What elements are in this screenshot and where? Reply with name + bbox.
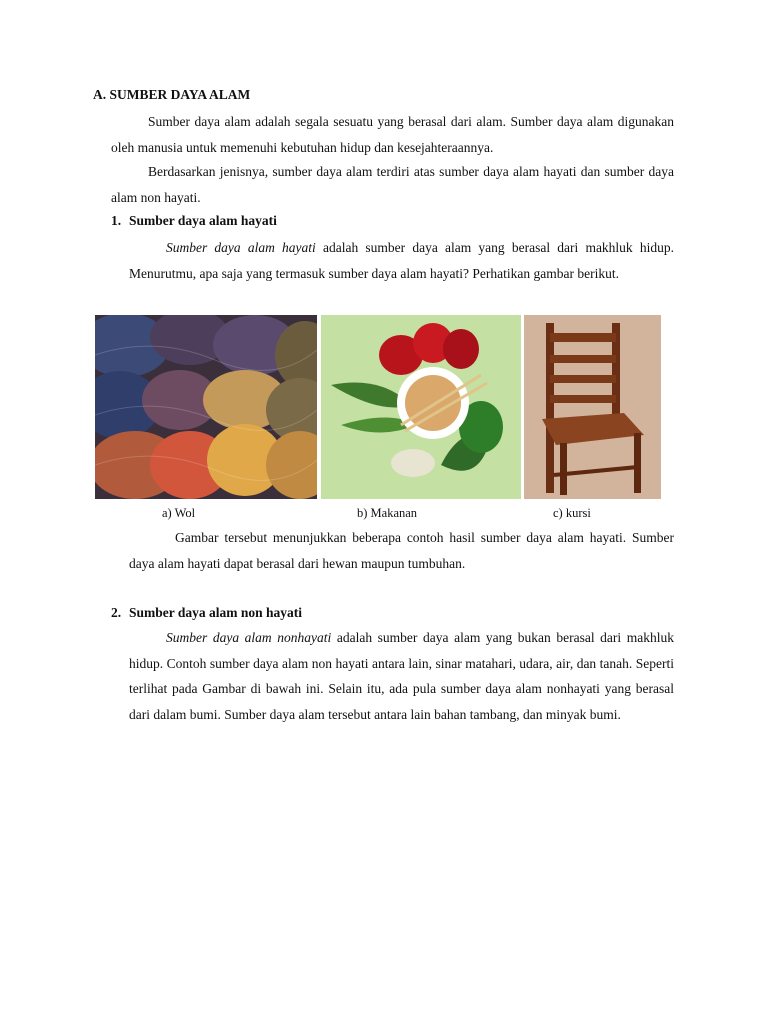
subheading-number: 1.: [111, 213, 122, 228]
caption-wool: a) Wol: [162, 506, 196, 520]
hayati-paragraph: [129, 235, 674, 286]
subheading-nonhayati: [111, 605, 302, 621]
food-vegetables-photo: [321, 315, 521, 499]
nonhayati-term: Sumber daya alam nonhayati: [166, 630, 332, 645]
figure-explanation: Gambar tersebut menunjukkan beberapa contoh hasil sumber daya alam hayati. Sumber daya alam hayati dapat berasal dari hewan maupun tumbuhan.: [129, 530, 674, 571]
wooden-chair-photo: [524, 315, 661, 499]
subheading-number: 2.: [111, 605, 122, 620]
section-heading: A. SUMBER DAYA ALAM: [93, 87, 251, 102]
subheading-title: Sumber daya alam non hayati: [129, 605, 303, 620]
types-paragraph: Berdasarkan jenisnya, sumber daya alam terdiri atas sumber daya alam hayati dan sumber daya alam non hayati.: [111, 164, 674, 205]
subheading-hayati: [111, 213, 277, 229]
caption-chair: c) kursi: [553, 506, 591, 520]
nonhayati-paragraph: [129, 625, 674, 727]
hayati-term: Sumber daya alam hayati: [166, 240, 316, 255]
subheading-title: Sumber daya alam hayati: [129, 213, 277, 228]
intro-paragraph: Sumber daya alam adalah segala sesuatu yang berasal dari alam. Sumber daya alam digunakan oleh manusia untuk memenuhi kebutuhan hidup dan kesejahteraannya.: [111, 114, 674, 155]
caption-food: b) Makanan: [357, 506, 418, 520]
hayati-body: adalah sumber daya alam yang berasal dari makhluk hidup. Menurutmu, apa saja yang termasuk sumber daya alam hayati? Perhatikan gambar berikut.: [129, 240, 674, 281]
nonhayati-body: adalah sumber daya alam yang bukan berasal dari makhluk hidup. Contoh sumber daya alam non hayati antara lain, sinar matahari, udara, air, dan tanah. Seperti terlihat pada Gambar di bawah ini. Selain itu, ada pula sumber daya alam nonhayati yang berasal dari dalam bumi. Sumber daya alam tersebut antara lain bahan tambang, dan minyak bumi.: [129, 630, 674, 722]
wool-yarn-photo: [95, 315, 317, 499]
